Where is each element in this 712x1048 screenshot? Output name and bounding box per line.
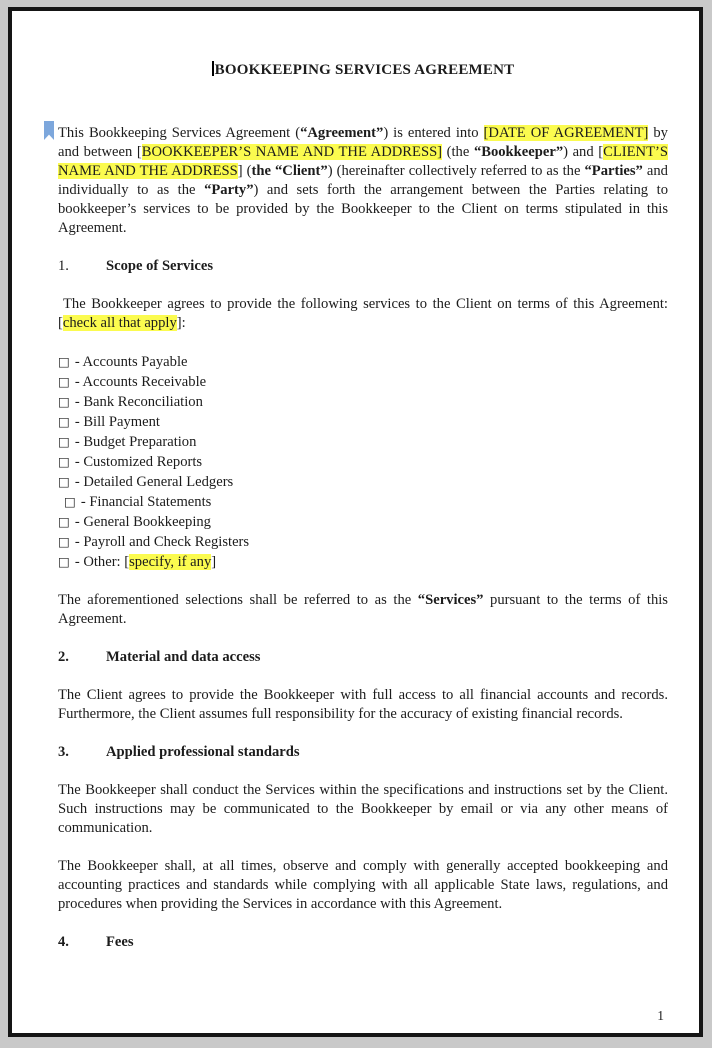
intro-text: by and between [ bbox=[58, 125, 668, 160]
checklist-item-financial-statements bbox=[58, 492, 668, 512]
checklist-item-label: ] bbox=[211, 554, 217, 570]
checklist-item-label: - Budget Preparation bbox=[74, 434, 197, 450]
checklist-item-label: - Accounts Receivable bbox=[74, 374, 207, 390]
intro-paragraph bbox=[58, 124, 668, 238]
section-1-lead-text: ]: bbox=[176, 315, 186, 331]
bookmark-icon[interactable] bbox=[44, 121, 54, 140]
checklist-item-customized-reports bbox=[58, 452, 668, 472]
intro-text: ) (hereinafter collectively referred to as the bbox=[327, 163, 585, 179]
checklist-item-accounts-receivable bbox=[58, 372, 668, 392]
checkbox-icon[interactable]: □ bbox=[58, 514, 70, 529]
section-3-paragraph-1: The Bookkeeper shall conduct the Services within the specifications and instructions set by the Client. Such instructions may be communicated to the Bookkeeper by email or via any other means of communication. bbox=[58, 782, 668, 836]
section-2-paragraph: The Client agrees to provide the Bookkeeper with full access to all financial accounts and records. Furthermore, the Client assumes full responsibility for the accuracy of existing financial records. bbox=[58, 687, 668, 722]
checkbox-icon[interactable]: □ bbox=[58, 554, 70, 569]
defined-term-parties: “Parties” bbox=[584, 163, 643, 179]
section-3-paragraph-2: The Bookkeeper shall, at all times, observe and comply with generally accepted bookkeeping and accounting practices and standards while complying with all applicable State laws, regulations, and procedures when providing the Services in accordance with this Agreement. bbox=[58, 858, 668, 912]
defined-term-bookkeeper: “Bookkeeper” bbox=[473, 144, 564, 160]
checkbox-icon[interactable]: □ bbox=[58, 534, 70, 549]
placeholder-client-name-address[interactable]: CLIENT’S NAME AND THE ADDRESS bbox=[58, 144, 668, 179]
checklist-item-label: - Payroll and Check Registers bbox=[74, 534, 250, 550]
section-1-heading bbox=[58, 257, 668, 276]
defined-term-party: “Party” bbox=[204, 182, 254, 198]
services-definition-text: pursuant to the terms of this Agreement. bbox=[58, 592, 668, 627]
text-cursor bbox=[212, 61, 214, 76]
placeholder-check-all-that-apply[interactable]: check all that apply bbox=[62, 315, 177, 331]
checkbox-icon[interactable]: □ bbox=[58, 454, 70, 469]
section-1-number: 1. bbox=[58, 258, 69, 274]
checklist-item-bank-reconciliation bbox=[58, 392, 668, 412]
section-3-title: Applied professional standards bbox=[106, 744, 300, 760]
checkbox-icon[interactable]: □ bbox=[64, 494, 76, 509]
checkbox-icon[interactable]: □ bbox=[58, 414, 70, 429]
checklist-item-payroll-check-registers bbox=[58, 532, 668, 552]
section-4-title: Fees bbox=[106, 934, 134, 950]
defined-term-client: the “Client” bbox=[251, 163, 328, 179]
services-checklist bbox=[58, 352, 668, 572]
section-2-heading bbox=[58, 648, 668, 667]
placeholder-date-of-agreement[interactable]: [DATE OF AGREEMENT] bbox=[483, 125, 649, 141]
intro-text: ) is entered into bbox=[383, 125, 484, 141]
section-4-heading bbox=[58, 933, 668, 952]
placeholder-bookkeeper-name-address[interactable]: BOOKKEEPER’S NAME AND THE ADDRESS] bbox=[141, 144, 443, 160]
document-title bbox=[58, 61, 668, 80]
checkbox-icon[interactable]: □ bbox=[58, 474, 70, 489]
checkbox-icon[interactable]: □ bbox=[58, 374, 70, 389]
checklist-item-label: - Bank Reconciliation bbox=[74, 394, 203, 410]
intro-text: ) and sets forth the arrangement between the Parties relating to bookkeeper’s services to be provided by the Bookkeeper to the Client on terms stipulated in this Agreement. bbox=[58, 182, 668, 236]
checklist-item-label: - Customized Reports bbox=[74, 454, 203, 470]
section-1-lead-text: The Bookkeeper agrees to provide the following services to the Client on terms of this Agreement: [ bbox=[58, 296, 668, 331]
placeholder-specify-if-any[interactable]: specify, if any bbox=[129, 554, 212, 570]
services-definition-paragraph bbox=[58, 591, 668, 629]
defined-term-services: “Services” bbox=[417, 592, 484, 608]
checklist-item-budget-preparation bbox=[58, 432, 668, 452]
defined-term-agreement: “Agreement” bbox=[300, 125, 384, 141]
checklist-item-label: - Other: [ bbox=[74, 554, 130, 570]
section-2-title: Material and data access bbox=[106, 649, 261, 665]
intro-text: (the bbox=[442, 144, 474, 160]
checklist-item-general-bookkeeping bbox=[58, 512, 668, 532]
section-3-heading bbox=[58, 743, 668, 762]
checklist-item-detailed-general-ledgers bbox=[58, 472, 668, 492]
intro-text: ] ( bbox=[237, 163, 252, 179]
checklist-item-bill-payment bbox=[58, 412, 668, 432]
document-content bbox=[58, 61, 668, 971]
section-3-number: 3. bbox=[58, 744, 69, 760]
checklist-item-label: - Bill Payment bbox=[74, 414, 160, 430]
section-1-lead-paragraph bbox=[58, 295, 668, 333]
checklist-item-other bbox=[58, 552, 668, 572]
checkbox-icon[interactable]: □ bbox=[58, 434, 70, 449]
document-title-text: BOOKKEEPING SERVICES AGREEMENT bbox=[214, 62, 515, 78]
page-number: 1 bbox=[657, 1008, 664, 1023]
checklist-item-label: - Accounts Payable bbox=[74, 354, 188, 370]
intro-text: and individually to as the bbox=[58, 163, 668, 198]
checklist-item-accounts-payable bbox=[58, 352, 668, 372]
section-1-title: Scope of Services bbox=[106, 258, 213, 274]
document-page[interactable] bbox=[8, 7, 703, 1037]
services-definition-text: The aforementioned selections shall be referred to as the bbox=[58, 592, 418, 608]
checkbox-icon[interactable]: □ bbox=[58, 354, 70, 369]
intro-text: ) and [ bbox=[563, 144, 604, 160]
section-2-number: 2. bbox=[58, 649, 69, 665]
checklist-item-label: - Detailed General Ledgers bbox=[74, 474, 234, 490]
intro-text: This Bookkeeping Services Agreement ( bbox=[58, 125, 301, 141]
checkbox-icon[interactable]: □ bbox=[58, 394, 70, 409]
checklist-item-label: - Financial Statements bbox=[80, 494, 212, 510]
checklist-item-label: - General Bookkeeping bbox=[74, 514, 211, 530]
section-4-number: 4. bbox=[58, 934, 69, 950]
